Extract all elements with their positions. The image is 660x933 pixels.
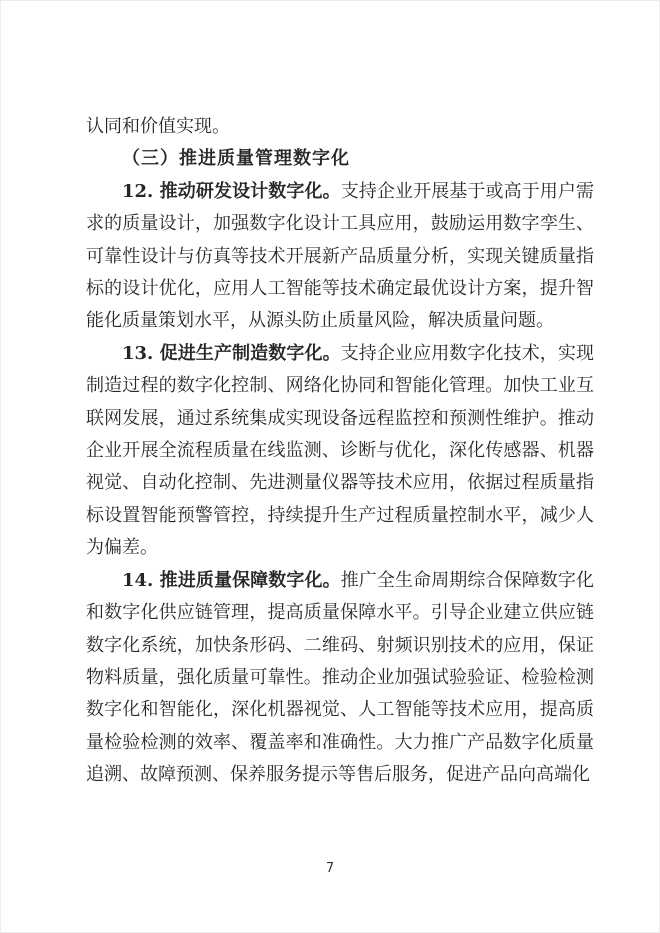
paragraph-continuation <box>86 111 594 143</box>
paragraph-item-12 <box>86 176 594 338</box>
paragraph-text: 支持企业应用数字化技术，实现制造过程的数字化控制、网络化协同和智能化管理。加快工业互联网发展，通过系统集成实现设备远程监控和预测性维护。推动企业开展全流程质量在线监测、诊断与优化，深化传感器、机器视觉、自动化控制、先进测量仪器等技术应用，依据过程质量指标设置智能预警管控，持续提升生产过程质量控制水平，减少人为偏差。 <box>86 342 594 559</box>
paragraph-text: 认同和价值实现。 <box>86 116 230 137</box>
paragraph-item-14 <box>86 565 594 792</box>
section-heading <box>86 143 594 175</box>
paragraph-item-13 <box>86 338 594 565</box>
paragraph-lead: 12. 推动研发设计数字化。 <box>122 180 341 202</box>
paragraph-text: 推广全生命周期综合保障数字化和数字化供应链管理，提高质量保障水平。引导企业建立供应链数字化系统，加快条形码、二维码、射频识别技术的应用，保证物料质量，强化质量可靠性。推动企业加强试验验证、检验检测数字化和智能化，深化机器视觉、人工智能等技术应用，提高质量检验检测的效率、覆盖率和准确性。大力推广产品数字化质量追溯、故障预测、保养服务提示等售后服务，促进产品向高端化 <box>86 569 594 786</box>
document-body <box>86 111 594 792</box>
paragraph-text: 支持企业开展基于或高于用户需求的质量设计，加强数字化设计工具应用，鼓励运用数字孪生、可靠性设计与仿真等技术开展新产品质量分析，实现关键质量指标的设计优化，应用人工智能等技术确定最优设计方案，提升智能化质量策划水平，从源头防止质量风险，解决质量问题。 <box>86 180 594 332</box>
paragraph-lead: 13. 促进生产制造数字化。 <box>122 342 341 364</box>
section-heading-text: （三）推进质量管理数字化 <box>122 148 350 170</box>
page-number: 7 <box>325 861 335 876</box>
paragraph-lead: 14. 推进质量保障数字化。 <box>122 569 341 591</box>
